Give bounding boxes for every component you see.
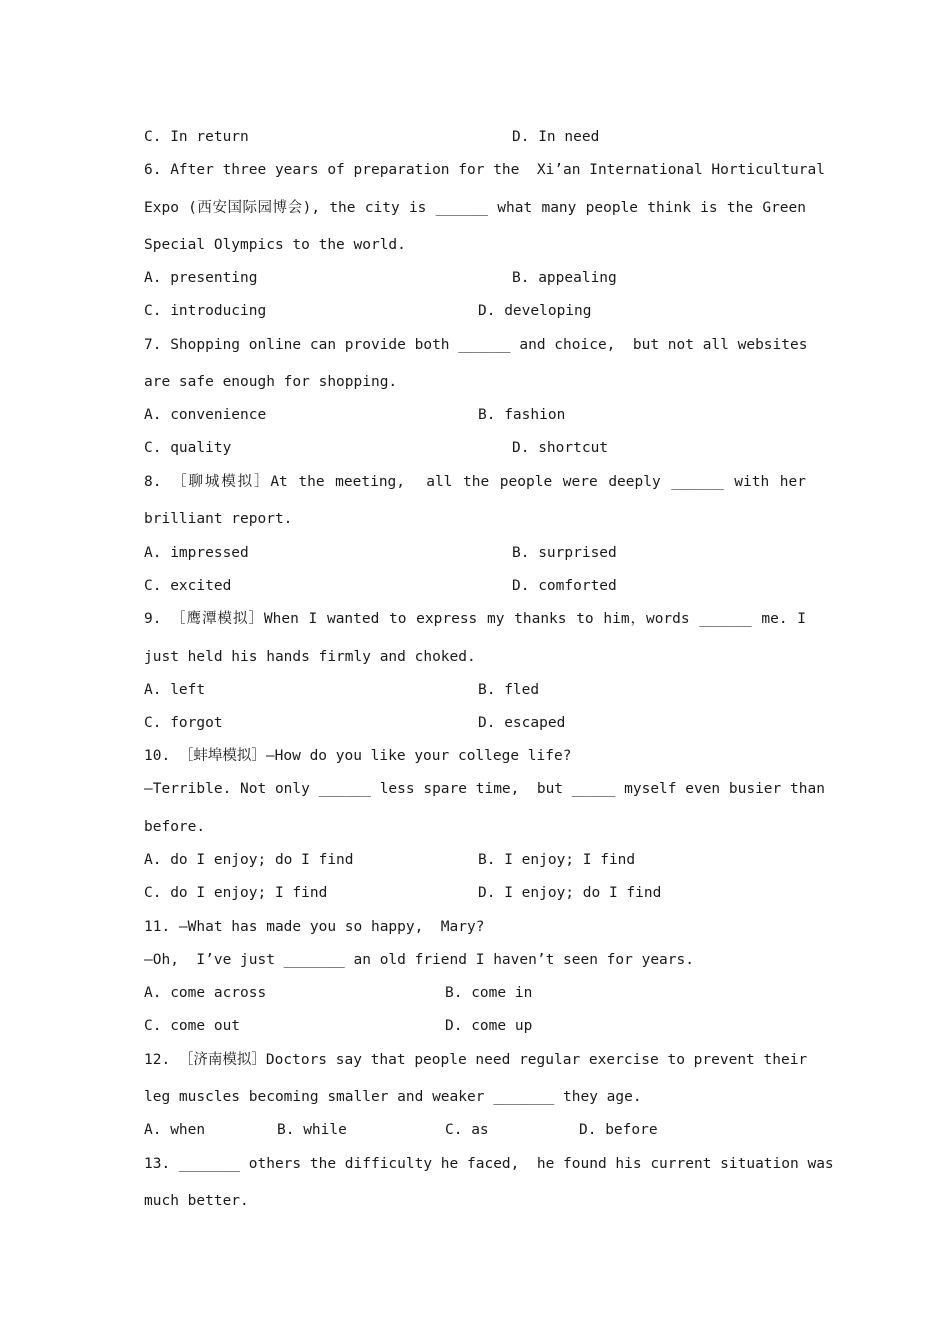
question-9-text: just held his hands firmly and choked. (144, 649, 476, 665)
option-d: D. shortcut (512, 440, 609, 456)
question-12-text: leg muscles becoming smaller and weaker _______ they age. (144, 1089, 642, 1105)
option-c: C. quality (144, 440, 232, 456)
option-b: B. while (277, 1122, 347, 1138)
option-b: B. fled (478, 682, 540, 698)
option-a: A. convenience (144, 407, 267, 423)
option-a: A. when (144, 1122, 206, 1138)
question-6-text: Special Olympics to the world. (144, 237, 406, 253)
option-c: C. forgot (144, 715, 223, 731)
option-d: D. before (579, 1122, 658, 1138)
option-d: D. escaped (478, 715, 566, 731)
question-8-text: brilliant report. (144, 511, 293, 527)
option-d: D. comforted (512, 578, 617, 594)
option-d: D. come up (445, 1018, 533, 1034)
option-c: C. introducing (144, 303, 267, 319)
question-10-text: —Terrible. Not only ______ less spare time, but _____ myself even busier than (144, 781, 825, 797)
option-a: A. do I enjoy; do I find (144, 852, 354, 868)
option-c: C. excited (144, 578, 232, 594)
option-c: C. In return (144, 129, 249, 145)
question-8-text: 8. ［聊城模拟］At the meeting, all the people were deeply ______ with her (144, 474, 806, 490)
option-b: B. fashion (478, 407, 566, 423)
option-c: C. come out (144, 1018, 241, 1034)
question-9-text: 9. ［鹰潭模拟］When I wanted to express my thanks to him，words ______ me. I (144, 611, 806, 627)
option-c: C. do I enjoy; I find (144, 885, 328, 901)
option-b: B. surprised (512, 545, 617, 561)
option-b: B. I enjoy; I find (478, 852, 636, 868)
option-d: D. developing (478, 303, 592, 319)
option-a: A. impressed (144, 545, 249, 561)
option-b: B. come in (445, 985, 533, 1001)
option-a: A. come across (144, 985, 267, 1001)
question-6-text: Expo (西安国际园博会), the city is ______ what many people think is the Green (144, 200, 806, 216)
question-10-text: before. (144, 819, 206, 835)
option-b: B. appealing (512, 270, 617, 286)
option-c: C. as (445, 1122, 489, 1138)
question-11-text: 11. —What has made you so happy, Mary? (144, 919, 485, 935)
question-13-text: 13. _______ others the difficulty he faced, he found his current situation was (144, 1156, 834, 1172)
question-13-text: much better. (144, 1193, 249, 1209)
option-d: D. I enjoy; do I find (478, 885, 662, 901)
question-6-text: 6. After three years of preparation for the Xi’an International Horticultural (144, 162, 825, 178)
option-a: A. presenting (144, 270, 258, 286)
question-7-text: are safe enough for shopping. (144, 374, 398, 390)
question-10-text: 10. ［蚌埠模拟］—How do you like your college life? (144, 748, 572, 764)
question-7-text: 7. Shopping online can provide both ______ and choice, but not all websites (144, 337, 808, 353)
question-12-text: 12. ［济南模拟］Doctors say that people need regular exercise to prevent their (144, 1052, 808, 1068)
option-d: D. In need (512, 129, 600, 145)
question-11-text: —Oh, I’ve just _______ an old friend I haven’t seen for years. (144, 952, 694, 968)
option-a: A. left (144, 682, 206, 698)
